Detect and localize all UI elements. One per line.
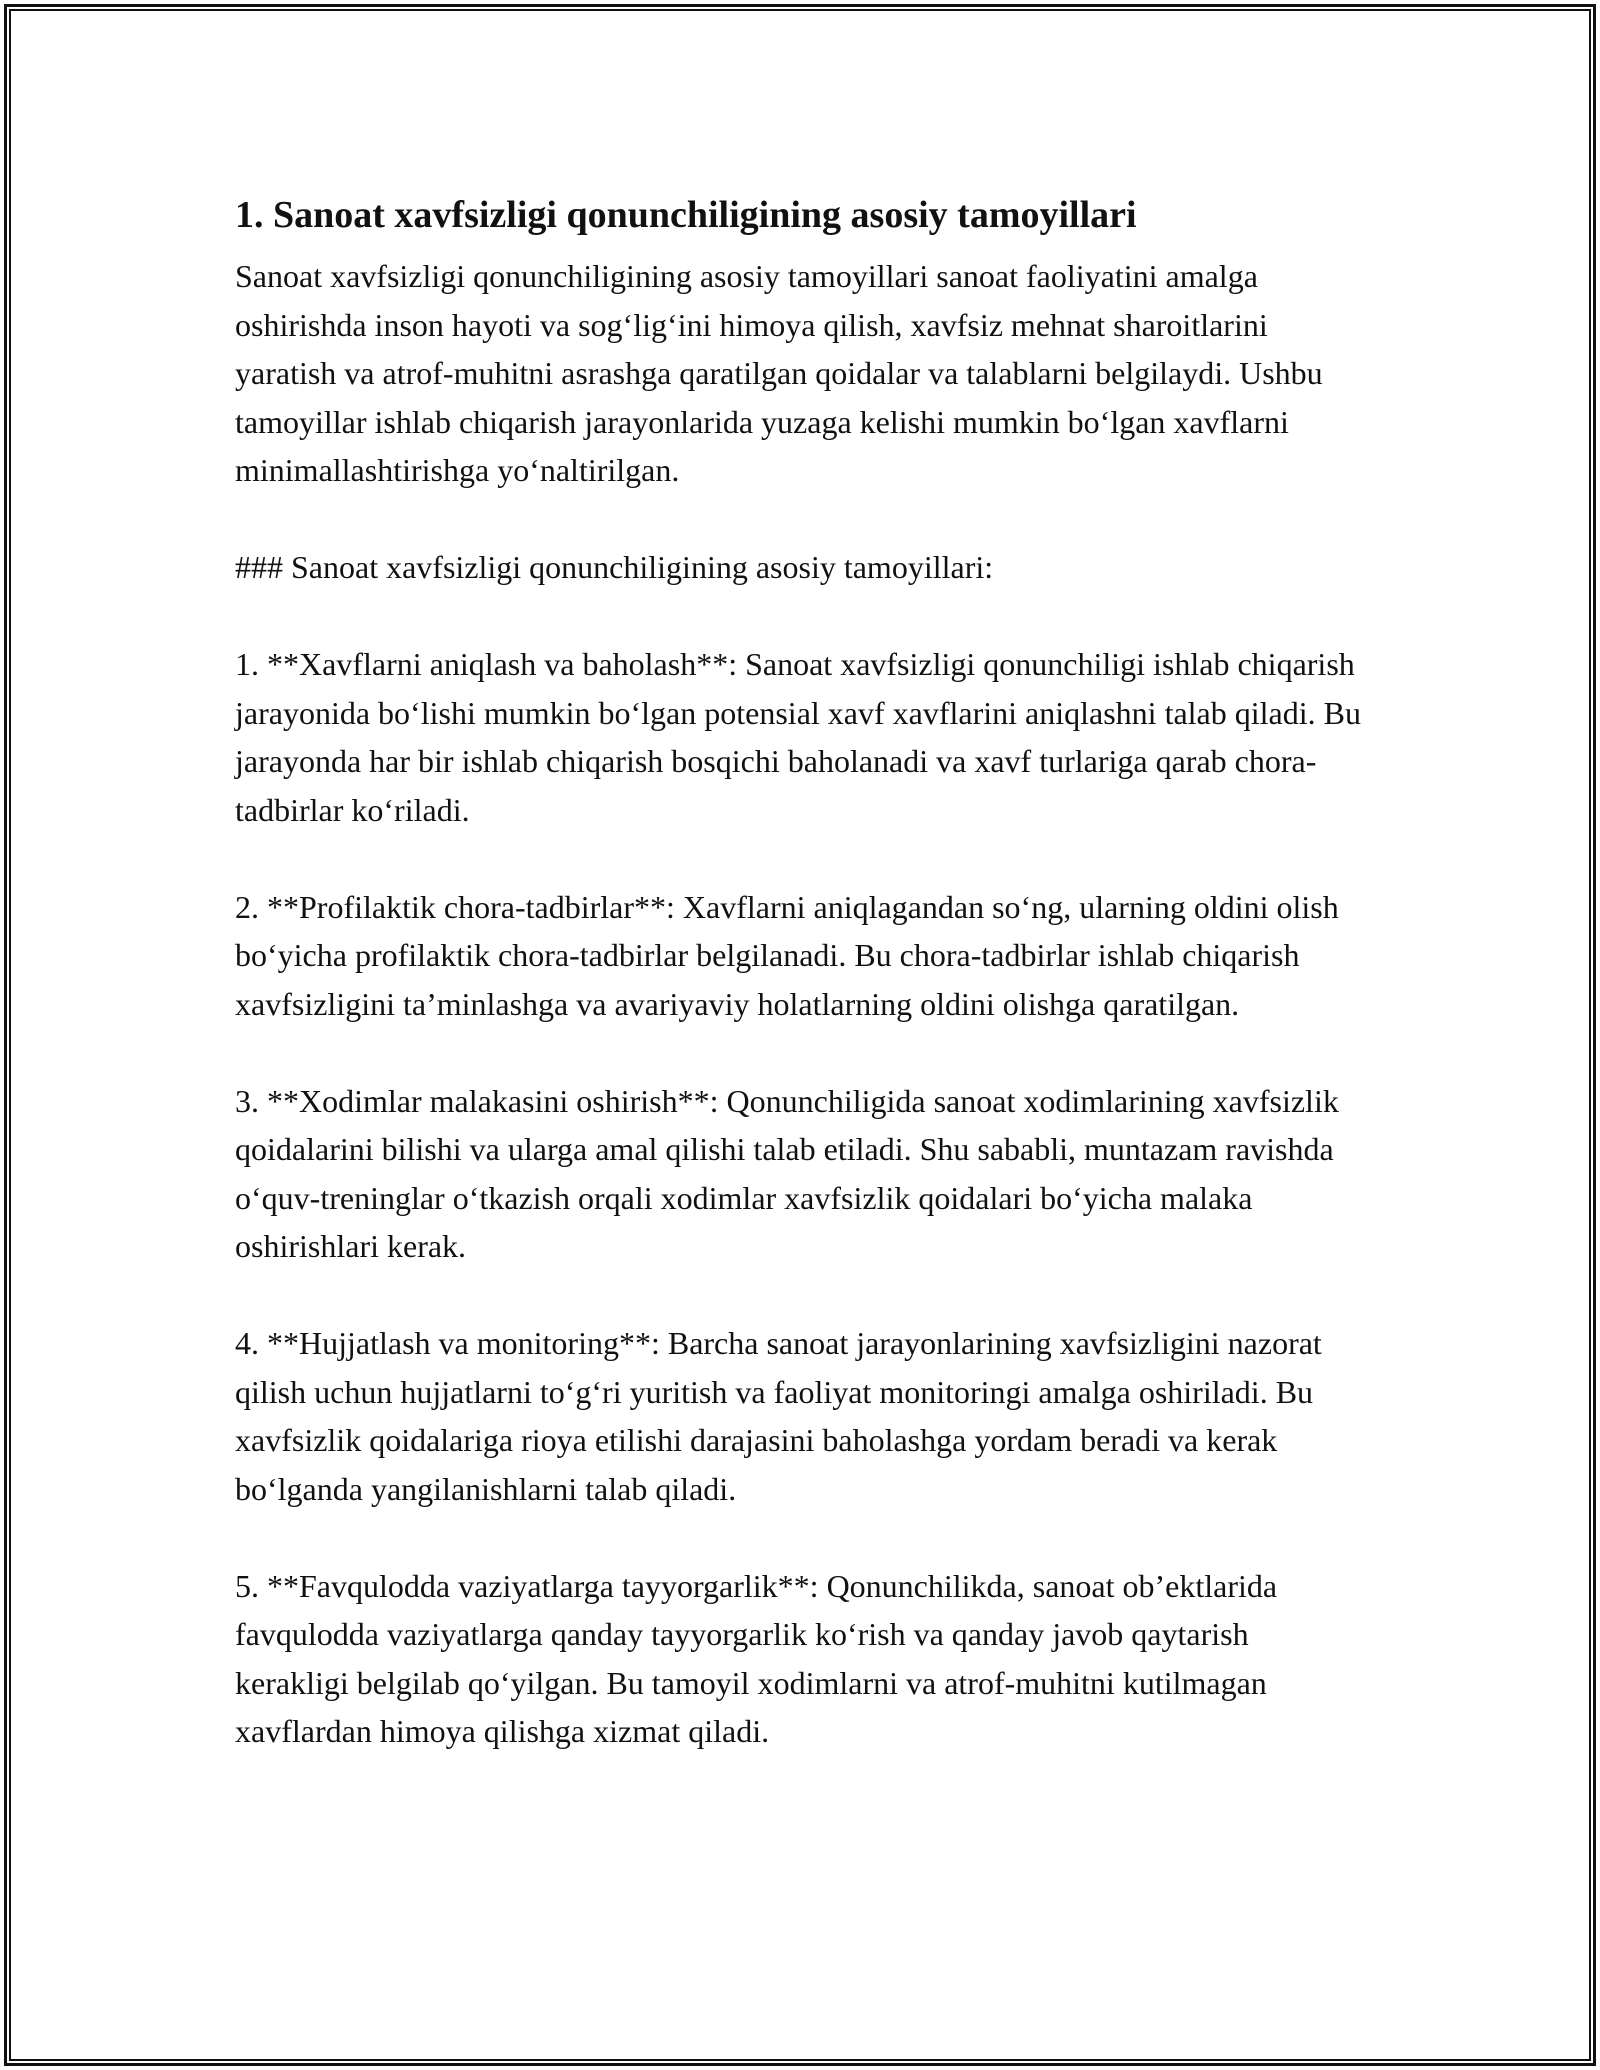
document-title: 1. Sanoat xavfsizligi qonunchiligining asosiy tamoyillari [235, 194, 1137, 236]
principle-item: 5. **Favqulodda vaziyatlarga tayyorgarlik**: Qonunchilikda, sanoat ob’ektlarida favqulodda vaziyatlarga qanday tayyorgarlik ko‘rish va qanday javob qaytarish kerakligi belgilab qo‘yilgan. Bu tamoyil xodimlarni va atrof-muhitni kutilmagan xavflardan himoya qilishga xizmat qiladi. [235, 1567, 1278, 1749]
principle-item: 4. **Hujjatlash va monitoring**: Barcha sanoat jarayonlarining xavfsizligini nazorat qilish uchun hujjatlarni to‘g‘ri yuritish va faoliyat monitoringi amalga oshiriladi. Bu xavfsizlik qoidalariga rioya etilishi darajasini baholashga yordam beradi va kerak bo‘lganda yangilanishlarni talab qiladi. [235, 1325, 1322, 1507]
principle-item: 3. **Xodimlar malakasini oshirish**: Qonunchiligida sanoat xodimlarining xavfsizlik qoidalarini bilishi va ularga amal qilishi talab etiladi. Shu sababli, muntazam ravishda o‘quv-treninglar o‘tkazish orqali xodimlar xavfsizlik qoidalari bo‘yicha malaka oshirishlari kerak. [235, 1082, 1339, 1264]
intro-paragraph: Sanoat xavfsizligi qonunchiligining asosiy tamoyillari sanoat faoliyatini amalga oshirishda inson hayoti va sog‘lig‘ini himoya qilish, xavfsiz mehnat sharoitlarini yaratish va atrof-muhitni asrashga qaratilgan qoidalar va talablarni belgilaydi. Ushbu tamoyillar ishlab chiqarish jarayonlarida yuzaga kelishi mumkin bo‘lgan xavflarni minimallashtirishga yo‘naltirilgan. [235, 258, 1323, 488]
principle-item: 2. **Profilaktik chora-tadbirlar**: Xavflarni aniqlagandan so‘ng, ularning oldini olish bo‘yicha profilaktik chora-tadbirlar belgilanadi. Bu chora-tadbirlar ishlab chiqarish xavfsizligini ta’minlashga va avariyaviy holatlarning oldini olishga qaratilgan. [235, 888, 1339, 1022]
principle-item: 1. **Xavflarni aniqlash va baholash**: Sanoat xavfsizligi qonunchiligi ishlab chiqarish jarayonida bo‘lishi mumkin bo‘lgan potensial xavf xavflarini aniqlashni talab qiladi. Bu jarayonda har bir ishlab chiqarish bosqichi baholanadi va xavf turlariga qarab chora-tadbirlar ko‘riladi. [235, 646, 1361, 828]
section-subheading: ### Sanoat xavfsizligi qonunchiligining asosiy tamoyillari: [235, 549, 994, 585]
document-body [235, 182, 1370, 1756]
